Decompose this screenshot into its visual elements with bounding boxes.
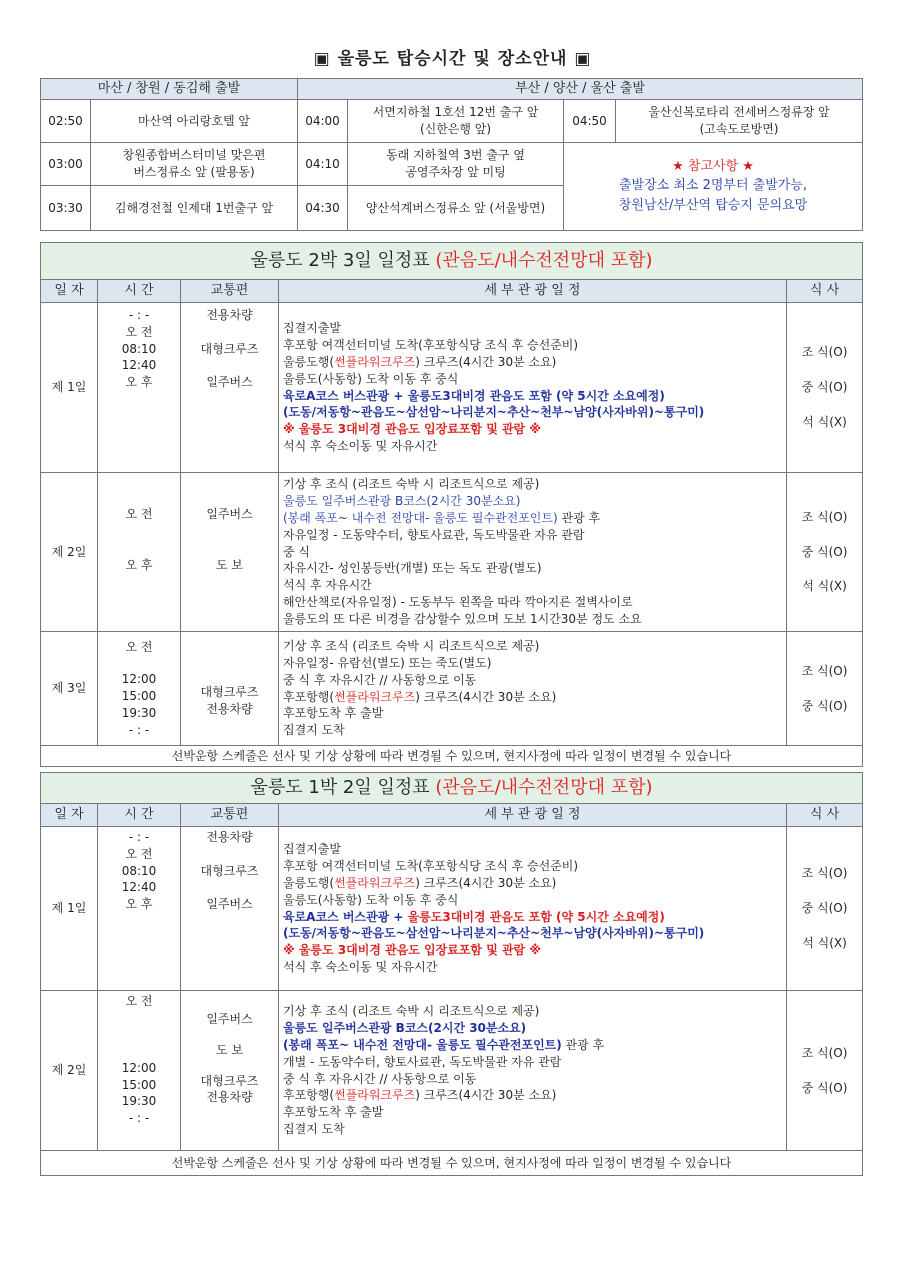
- time-entry: 오 후: [125, 897, 153, 912]
- time-entry: - : -: [128, 1111, 150, 1126]
- meal-entry: 조 식(O): [801, 1045, 848, 1060]
- meal-entry: 석 식(X): [802, 935, 847, 950]
- boarding-table: [40, 78, 863, 231]
- col-header-detail: 세 부 관 광 일 정: [279, 804, 787, 827]
- detail-line: [283, 909, 782, 926]
- meal-cell: [787, 473, 863, 632]
- detail-line: 후포항 여객선터미널 도착(후포항식당 조식 후 승선준비): [283, 338, 579, 353]
- schedule-title-main: 울릉도 1박 2일 일정표: [250, 777, 436, 799]
- col-header-meal: 식 사: [787, 280, 863, 303]
- day-label: 제 1일: [41, 827, 98, 991]
- time-entry: - : -: [128, 722, 150, 737]
- time-cell: [98, 303, 181, 473]
- schedule-title-highlight: (관음도/내수전전망대 포함): [435, 250, 653, 272]
- col-header-transport: 교통편: [181, 804, 279, 827]
- schedule-title-main: 울릉도 2박 3일 일정표: [250, 250, 436, 272]
- detail-line: 중 식 후 자유시간 // 사동항으로 이동: [283, 1071, 477, 1086]
- transport-entry: 대형크루즈: [200, 685, 259, 699]
- boarding-place: 양산석계버스정류소 앞 (서울방면): [348, 186, 564, 231]
- boarding-place-line: 울산신복로타리 전세버스정류장 앞: [648, 105, 830, 120]
- detail-line: 기상 후 조식 (리조트 숙박 시 리조트식으로 제공): [283, 477, 540, 492]
- detail-line: 기상 후 조식 (리조트 숙박 시 리조트식으로 제공): [283, 639, 540, 654]
- detail-text: 후포항행(: [283, 1088, 335, 1103]
- detail-text: ) 크루즈(4시간 30분 소요): [415, 1088, 557, 1103]
- detail-text: 육로A코스 버스관광 +: [283, 909, 408, 924]
- time-entry: 12:00: [121, 1060, 157, 1075]
- meal-entry: 석 식(X): [802, 414, 847, 429]
- schedule-footer-note: 선박운항 스케줄은 선사 및 기상 상황에 따라 변경될 수 있으며, 현지사정에 따라 일정이 변경될 수 있습니다: [41, 1151, 863, 1176]
- detail-text: 울릉도행(: [283, 875, 335, 890]
- detail-cell: [279, 632, 787, 746]
- day-label: 제 2일: [41, 473, 98, 632]
- detail-line: [283, 1037, 782, 1054]
- boarding-time: 03:00: [41, 143, 91, 186]
- time-entry: 15:00: [121, 1077, 157, 1092]
- col-header-meal: 식 사: [787, 804, 863, 827]
- detail-line: 집결지출발: [283, 842, 341, 857]
- time-entry: 오 전: [125, 639, 153, 654]
- transport-entry: 일주버스: [206, 1012, 253, 1026]
- detail-text: 울릉도3대비경 관음도 포함 (약 5시간 소요예정): [407, 388, 665, 403]
- time-entry: - : -: [128, 308, 150, 322]
- boarding-place-line: 동래 지하철역 3번 출구 옆: [386, 148, 525, 163]
- boarding-time: 04:00: [298, 100, 348, 143]
- detail-line: 울릉도의 또 다른 비경을 감상할수 있으며 도보 1시간30분 정도 소요: [283, 611, 642, 626]
- page-title: ▣ 울릉도 탑승시간 및 장소안내 ▣: [313, 49, 592, 69]
- detail-line: 석식 후 자유시간: [283, 578, 372, 593]
- schedule-title-highlight: (관음도/내수전전망대 포함): [435, 777, 653, 799]
- meal-entry: 중 식(O): [801, 698, 848, 713]
- detail-line: [283, 510, 782, 527]
- transport-cell: [181, 991, 279, 1151]
- boarding-time: 04:10: [298, 143, 348, 186]
- transport-entry: 전용차량: [206, 830, 253, 844]
- detail-line: 자유일정 - 도동약수터, 향토사료관, 독도박물관 자유 관람: [283, 527, 585, 542]
- detail-line: [283, 354, 782, 371]
- detail-line: 자유일정- 유람선(별도) 또는 죽도(별도): [283, 655, 492, 670]
- detail-text: 관광 후: [561, 1037, 605, 1052]
- meal-cell: [787, 827, 863, 991]
- detail-text: ) 크루즈(4시간 30분 소요): [415, 354, 557, 369]
- transport-cell: [181, 303, 279, 473]
- schedule-2n3d-table: [40, 242, 863, 767]
- day-label: 제 3일: [41, 632, 98, 746]
- boarding-place-line: 창원종합버스터미널 맞은편: [122, 148, 266, 163]
- meal-entry: 조 식(O): [801, 663, 848, 678]
- col-header-detail: 세 부 관 광 일 정: [279, 280, 787, 303]
- boarding-place: 마산역 아리랑호텔 앞: [91, 100, 298, 143]
- day-label: 제 2일: [41, 991, 98, 1151]
- cruise-name: 썬플라워크루즈: [334, 689, 416, 704]
- detail-line: 석식 후 숙소이동 및 자유시간: [283, 438, 438, 453]
- meal-entry: 조 식(O): [801, 345, 848, 360]
- detail-line: 중 식 후 자유시간 // 사동항으로 이동: [283, 672, 477, 687]
- detail-line: 집결지 도착: [283, 1121, 345, 1136]
- cruise-name: 썬플라워크루즈: [334, 1088, 416, 1103]
- transport-entry: 대형크루즈: [200, 341, 259, 356]
- detail-line: [283, 388, 782, 405]
- detail-text: (봉래 폭포~ 내수전 전망대- 울릉도 필수관전포인트): [283, 1037, 562, 1052]
- boarding-right-header: 부산 / 양산 / 울산 출발: [298, 79, 863, 100]
- transport-entry: 전용차량: [206, 308, 253, 322]
- boarding-place-line: 버스정류소 앞 (팔용동): [133, 165, 255, 179]
- detail-cell: [279, 473, 787, 632]
- time-entry: 오 전: [125, 994, 153, 1008]
- detail-text: 후포항행(: [283, 689, 335, 704]
- time-entry: 오 전: [125, 324, 153, 339]
- time-entry: 12:00: [121, 672, 157, 687]
- transport-entry: 대형크루즈: [200, 863, 259, 878]
- meal-entry: 조 식(O): [801, 509, 848, 524]
- col-header-day: 일 자: [41, 280, 98, 303]
- boarding-time: 04:50: [564, 100, 616, 143]
- time-entry: 오 후: [125, 375, 153, 390]
- detail-line: ※ 울릉도 3대비경 관음도 입장료포함 및 관람 ※: [283, 943, 541, 958]
- time-entry: - : -: [128, 830, 150, 844]
- time-cell: [98, 991, 181, 1151]
- detail-line: [283, 689, 782, 706]
- detail-text: 관광 후: [557, 511, 601, 525]
- boarding-time: 02:50: [41, 100, 91, 143]
- schedule-title: [41, 243, 863, 280]
- detail-cell: [279, 303, 787, 473]
- schedule-1n2d-table: [40, 772, 863, 1176]
- meal-entry: 중 식(O): [801, 901, 848, 916]
- col-header-time: 시 간: [98, 804, 181, 827]
- col-header-time: 시 간: [98, 280, 181, 303]
- meal-entry: 중 식(O): [801, 1080, 848, 1095]
- detail-line: 울릉도(사동항) 도착 이동 후 중식: [283, 371, 459, 386]
- time-entry: 오 후: [125, 558, 153, 572]
- meal-entry: 조 식(O): [801, 866, 848, 881]
- detail-line: 울릉도 일주버스관광 B코스(2시간 30분소요): [283, 494, 521, 509]
- detail-cell: [279, 991, 787, 1151]
- detail-text: (봉래 폭포~ 내수전 전망대- 울릉도 필수관전포인트): [283, 511, 558, 525]
- day-label: 제 1일: [41, 303, 98, 473]
- transport-entry: [185, 846, 274, 863]
- boarding-place: 김해경전철 인제대 1번출구 앞: [91, 186, 298, 231]
- transport-entry: 대형크루즈: [200, 1073, 259, 1088]
- detail-cell: [279, 827, 787, 991]
- time-entry: 15:00: [121, 689, 157, 704]
- detail-line: 집결지 도착: [283, 723, 345, 738]
- transport-entry: 일주버스: [206, 897, 253, 912]
- schedule-title: [41, 773, 863, 804]
- boarding-left-header: 마산 / 창원 / 동김해 출발: [41, 79, 298, 100]
- detail-text: ) 크루즈(4시간 30분 소요): [415, 875, 557, 890]
- transport-cell: [181, 632, 279, 746]
- transport-entry: [185, 324, 274, 341]
- time-entry: 08:10: [121, 863, 157, 878]
- time-entry: 19:30: [121, 1094, 157, 1109]
- boarding-time: 03:30: [41, 186, 91, 231]
- detail-line: 울릉도(사동항) 도착 이동 후 중식: [283, 892, 459, 907]
- transport-entry: 일주버스: [206, 507, 253, 522]
- boarding-place-line: (고속도로방면): [699, 122, 779, 136]
- schedule-footer-note: 선박운항 스케줄은 선사 및 기상 상황에 따라 변경될 수 있으며, 현지사정에 따라 일정이 변경될 수 있습니다: [41, 746, 863, 767]
- detail-line: 자유시간- 성인봉등반(개별) 또는 독도 관광(별도): [283, 561, 542, 576]
- detail-line: 집결지출발: [283, 321, 341, 336]
- meal-entry: 석 식(X): [802, 579, 847, 594]
- detail-line: 해안산책로(자유일정) - 도동부두 왼쪽을 따라 깍아지른 절벽사이로: [283, 594, 633, 609]
- transport-cell: [181, 827, 279, 991]
- time-cell: [98, 473, 181, 632]
- detail-text: ) 크루즈(4시간 30분 소요): [415, 689, 557, 704]
- meal-cell: [787, 991, 863, 1151]
- boarding-place-line: 서면지하철 1호선 12번 출구 앞: [372, 105, 539, 120]
- detail-line: [283, 875, 782, 892]
- time-cell: [98, 632, 181, 746]
- note-line: 창원남산/부산역 탑승지 문의요망: [618, 198, 808, 214]
- detail-line: 울릉도 일주버스관광 B코스(2시간 30분소요): [283, 1021, 527, 1036]
- col-header-transport: 교통편: [181, 280, 279, 303]
- note-line: 출발장소 최소 2명부터 출발가능,: [618, 178, 808, 194]
- boarding-place: [348, 143, 564, 186]
- detail-line: (도동/저동항~관음도~삼선암~나리분지~추산~천부~남양(사자바위)~통구미): [283, 926, 705, 941]
- cruise-name: 썬플라워크루즈: [334, 875, 416, 890]
- detail-line: 후포항 여객선터미널 도착(후포항식당 조식 후 승선준비): [283, 859, 579, 874]
- detail-line: ※ 울릉도 3대비경 관음도 입장료포함 및 관람 ※: [283, 422, 541, 437]
- detail-line: 중 식: [283, 544, 310, 559]
- boarding-time: 04:30: [298, 186, 348, 231]
- boarding-place: [348, 100, 564, 143]
- time-entry: 12:40: [121, 358, 157, 373]
- boarding-place-line: 공영주차장 앞 미팅: [405, 165, 506, 179]
- transport-entry: 일주버스: [206, 375, 253, 390]
- meal-entry: 중 식(O): [801, 544, 848, 559]
- boarding-place-line: (신한은행 앞): [419, 122, 492, 136]
- time-entry: 12:40: [121, 880, 157, 895]
- time-entry: [102, 1010, 176, 1060]
- detail-line: 후포항도착 후 출발: [283, 1105, 384, 1120]
- cruise-name: 썬플라워크루즈: [334, 354, 416, 369]
- detail-line: (도동/저동항~관음도~삼선암~나리분지~추산~천부~남양(사자바위)~통구미): [283, 405, 705, 420]
- transport-entry: 도 보: [216, 1042, 243, 1057]
- boarding-place: [91, 143, 298, 186]
- reference-note: [564, 143, 863, 231]
- detail-text: 울릉도행(: [283, 354, 335, 369]
- transport-entry: [185, 879, 274, 896]
- time-entry: 오 전: [125, 846, 153, 861]
- detail-text: 육로A코스 버스관광 +: [283, 388, 408, 403]
- time-entry: 08:10: [121, 341, 157, 356]
- detail-line: 개별 - 도동약수터, 향토사료관, 독도박물관 자유 관람: [283, 1054, 562, 1069]
- meal-cell: [787, 303, 863, 473]
- detail-text: 울릉도3대비경 관음도 포함 (약 5시간 소요예정): [407, 909, 665, 924]
- transport-cell: [181, 473, 279, 632]
- col-header-day: 일 자: [41, 804, 98, 827]
- meal-cell: [787, 632, 863, 746]
- detail-line: [283, 1087, 782, 1104]
- time-entry: 오 전: [125, 507, 153, 522]
- transport-entry: [185, 357, 274, 374]
- note-title: ★ 참고사항 ★: [672, 158, 754, 174]
- transport-entry: 전용차량: [206, 1090, 253, 1105]
- transport-entry: 전용차량: [206, 701, 253, 716]
- meal-entry: 중 식(O): [801, 380, 848, 395]
- detail-line: 석식 후 숙소이동 및 자유시간: [283, 959, 438, 974]
- transport-entry: 도 보: [216, 558, 243, 572]
- detail-line: 기상 후 조식 (리조트 숙박 시 리조트식으로 제공): [283, 1004, 540, 1019]
- time-cell: [98, 827, 181, 991]
- detail-line: 후포항도착 후 출발: [283, 706, 384, 721]
- time-entry: 19:30: [121, 705, 157, 720]
- boarding-place: [616, 100, 863, 143]
